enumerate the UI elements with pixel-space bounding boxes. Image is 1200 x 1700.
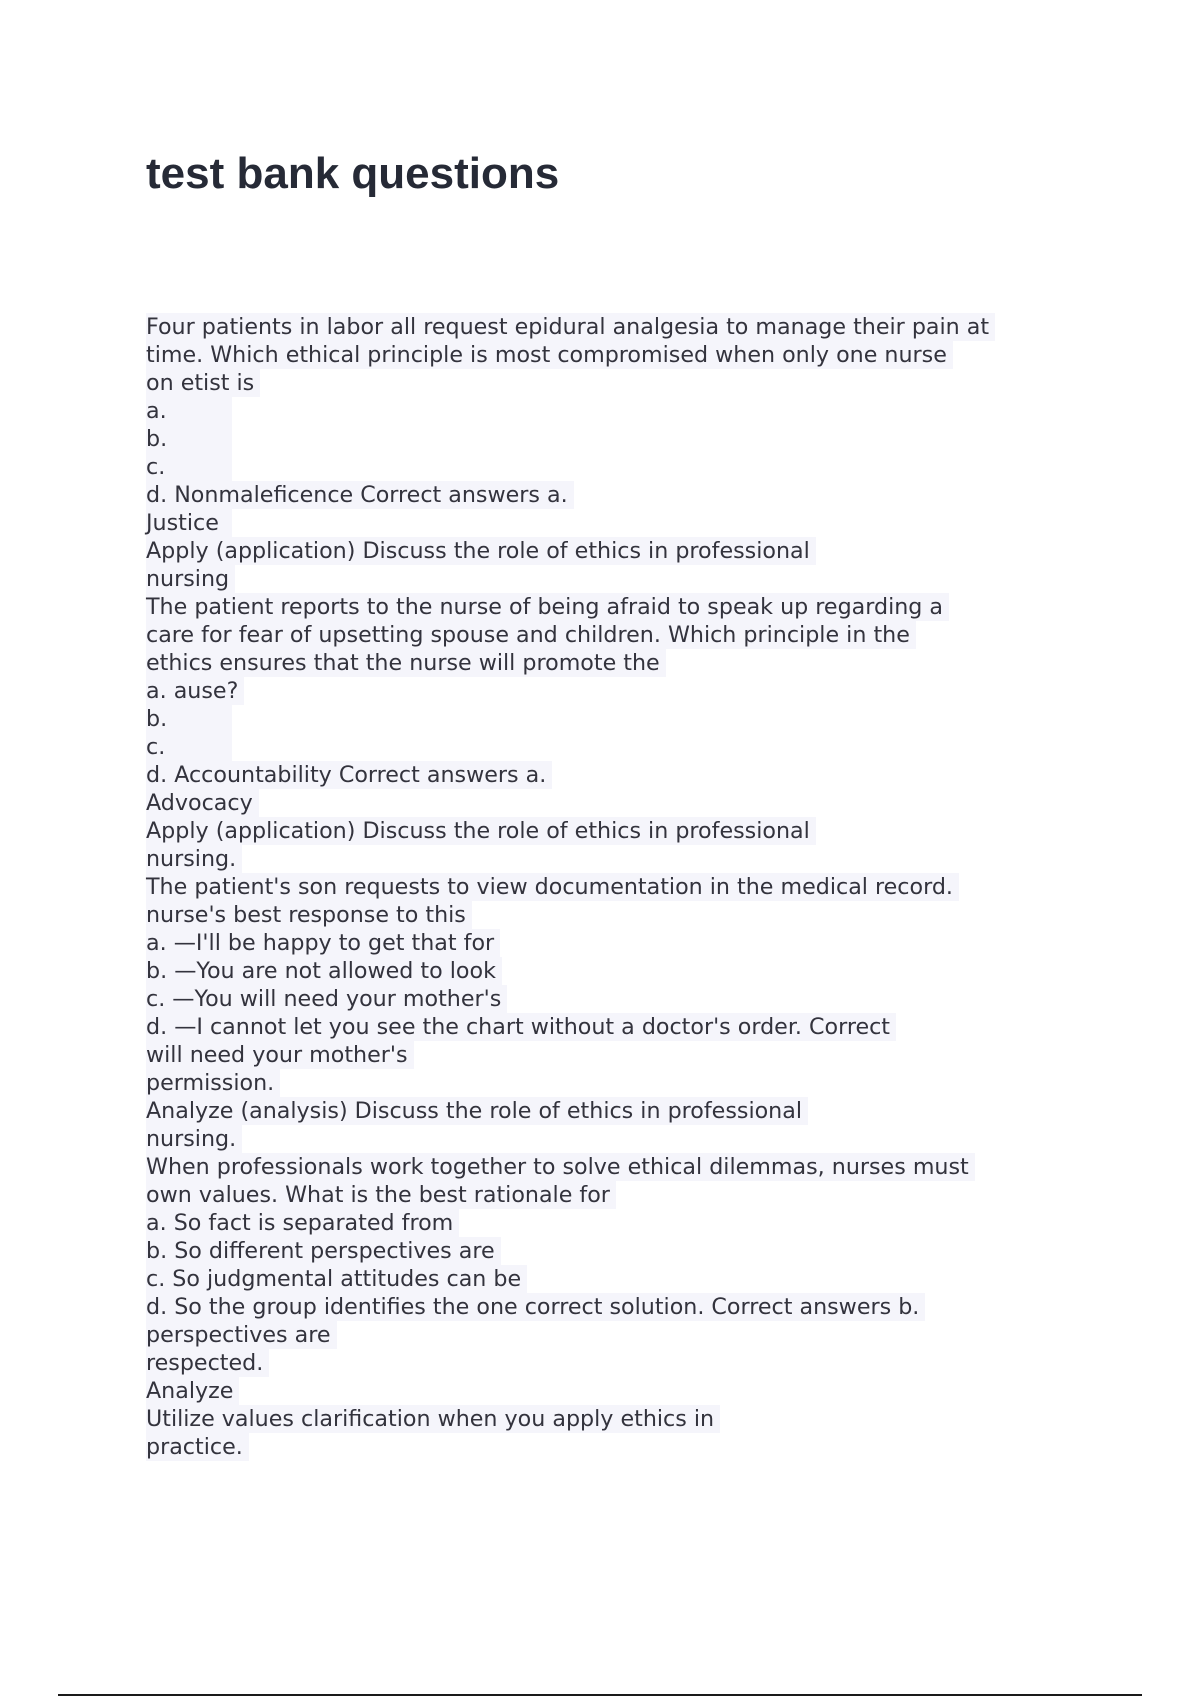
text-line: The patient reports to the nurse of being afraid to speak up regarding a bbox=[146, 593, 1086, 621]
text-line: d. So the group identifies the one correct solution. Correct answers b. bbox=[146, 1293, 1086, 1321]
text-line: When professionals work together to solve ethical dilemmas, nurses must bbox=[146, 1153, 1086, 1181]
text-line: d. Accountability Correct answers a. bbox=[146, 761, 1086, 789]
text-line: nursing bbox=[146, 565, 1086, 593]
text-line: on etist is bbox=[146, 369, 1086, 397]
text-line: c. bbox=[146, 453, 1086, 481]
text-line: will need your mother's bbox=[146, 1041, 1086, 1069]
text-line: c. —You will need your mother's bbox=[146, 985, 1086, 1013]
text-line: Four patients in labor all request epidural analgesia to manage their pain at bbox=[146, 313, 1086, 341]
text-line: permission. bbox=[146, 1069, 1086, 1097]
text-line: respected. bbox=[146, 1349, 1086, 1377]
text-line: c. So judgmental attitudes can be bbox=[146, 1265, 1086, 1293]
text-line: b. bbox=[146, 425, 1086, 453]
text-line: perspectives are bbox=[146, 1321, 1086, 1349]
text-line: time. Which ethical principle is most compromised when only one nurse bbox=[146, 341, 1086, 369]
page-title: test bank questions bbox=[146, 149, 560, 198]
text-line: c. bbox=[146, 733, 1086, 761]
bottom-rule bbox=[58, 1694, 1142, 1696]
text-line: nurse's best response to this bbox=[146, 901, 1086, 929]
text-line: practice. bbox=[146, 1433, 1086, 1461]
text-line: d. Nonmaleficence Correct answers a. bbox=[146, 481, 1086, 509]
text-line: a. ause? bbox=[146, 677, 1086, 705]
text-line: a. bbox=[146, 397, 1086, 425]
text-line: The patient's son requests to view documentation in the medical record. bbox=[146, 873, 1086, 901]
document-body bbox=[146, 313, 1086, 1461]
text-line: Analyze bbox=[146, 1377, 1086, 1405]
text-line: b. So different perspectives are bbox=[146, 1237, 1086, 1265]
text-line: d. —I cannot let you see the chart without a doctor's order. Correct bbox=[146, 1013, 1086, 1041]
text-line: own values. What is the best rationale for bbox=[146, 1181, 1086, 1209]
text-line: Analyze (analysis) Discuss the role of ethics in professional bbox=[146, 1097, 1086, 1125]
text-line: a. —I'll be happy to get that for bbox=[146, 929, 1086, 957]
text-line: nursing. bbox=[146, 845, 1086, 873]
text-line: Justice bbox=[146, 509, 1086, 537]
text-line: nursing. bbox=[146, 1125, 1086, 1153]
text-line: Apply (application) Discuss the role of ethics in professional bbox=[146, 537, 1086, 565]
text-line: Apply (application) Discuss the role of ethics in professional bbox=[146, 817, 1086, 845]
text-line: Utilize values clarification when you apply ethics in bbox=[146, 1405, 1086, 1433]
text-line: care for fear of upsetting spouse and children. Which principle in the bbox=[146, 621, 1086, 649]
text-line: b. bbox=[146, 705, 1086, 733]
text-line: ethics ensures that the nurse will promote the bbox=[146, 649, 1086, 677]
text-line: a. So fact is separated from bbox=[146, 1209, 1086, 1237]
text-line: Advocacy bbox=[146, 789, 1086, 817]
text-line: b. —You are not allowed to look bbox=[146, 957, 1086, 985]
